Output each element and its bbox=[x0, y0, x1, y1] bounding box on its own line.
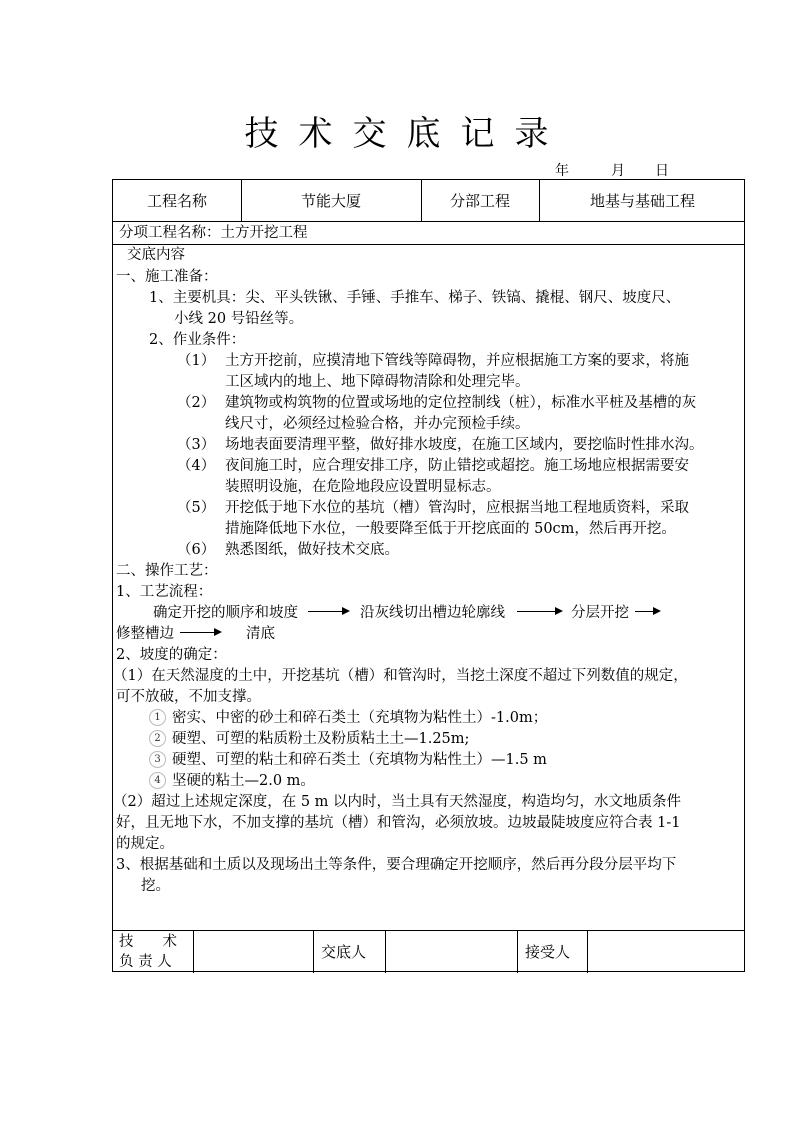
flow-line-1 bbox=[153, 602, 663, 625]
slope-item bbox=[149, 749, 547, 772]
document-title: 技术交底记录 bbox=[244, 114, 569, 154]
subitem-name: 分项工程名称：土方开挖工程 bbox=[119, 225, 308, 241]
tech-lead-label-line-1: 技 术 bbox=[119, 934, 177, 950]
tools-line-2: 小线 20 号铅丝等。 bbox=[174, 311, 304, 327]
arrow-right-icon bbox=[180, 632, 220, 633]
slope-item-text: 坚硬的粘土—2.0 m。 bbox=[172, 773, 315, 789]
condition-num: （4） bbox=[177, 458, 216, 474]
condition-text: 夜间施工时，应合理安排工序，防止错挖或超挖。施工场地应根据需要安 bbox=[225, 458, 689, 474]
slope-p1-line-2: 可不放破，不加支撑。 bbox=[116, 689, 261, 705]
division-label: 分部工程 bbox=[449, 192, 510, 210]
project-name-value: 节能大厦 bbox=[300, 192, 361, 210]
condition-text: 建筑物或构筑物的位置或场地的定位控制线（桩），标准水平桩及基槽的灰 bbox=[225, 395, 697, 411]
condition-num: （6） bbox=[177, 542, 216, 558]
section-2-title: 二、操作工艺： bbox=[116, 563, 218, 579]
flow-title: 1、工艺流程： bbox=[116, 584, 213, 600]
slope-item bbox=[149, 707, 547, 730]
flow-step: 确定开挖的顺序和坡度 bbox=[153, 605, 298, 621]
condition-num: （5） bbox=[177, 500, 216, 516]
condition-text: 措施降低地下水位，一般要降至低于开挖底面的 50cm，然后再开挖。 bbox=[225, 521, 676, 537]
conditions-title: 2、作业条件： bbox=[149, 332, 246, 348]
flow-line-2 bbox=[116, 623, 275, 646]
condition-text: 线尺寸，必须经过检验合格，并办完预检手续。 bbox=[225, 416, 530, 432]
circled-number: 4 bbox=[149, 772, 166, 789]
condition-text: 开挖低于地下水位的基坑（槽）管沟时，应根据当地工程地质资料，采取 bbox=[225, 500, 689, 516]
condition-text: 装照明设施，在危险地段应设置明显标志。 bbox=[225, 479, 501, 495]
receiver-signature[interactable] bbox=[587, 930, 746, 973]
condition-num: （3） bbox=[177, 437, 216, 453]
circled-number: 1 bbox=[149, 709, 166, 726]
slope-p2-line-2: 好，且无地下水，不加支撑的基坑（槽）和管沟，必须放坡。边坡最陡坡度应符合表 1-1 bbox=[116, 815, 681, 831]
flow-step: 沿灰线切出槽边轮廓线 bbox=[360, 605, 505, 621]
slope-item bbox=[149, 770, 315, 793]
tech-lead-signature[interactable] bbox=[193, 930, 313, 973]
circled-number: 2 bbox=[149, 730, 166, 747]
slope-item-text: 硬塑、可塑的粘土和碎石类土（充填物为粘性土）—1.5 m bbox=[172, 752, 547, 768]
arrow-right-icon bbox=[635, 611, 659, 612]
slope-p2-line-3: 的规定。 bbox=[116, 836, 174, 852]
section-1-title: 一、施工准备： bbox=[116, 269, 218, 285]
date-year: 年 bbox=[555, 163, 569, 179]
slope-title: 2、坡度的确定： bbox=[116, 647, 227, 663]
section-3-line-1: 3、根据基础和土质以及现场出土等条件，要合理确定开挖顺序，然后再分段分层平均下 bbox=[116, 857, 677, 873]
presenter-signature[interactable] bbox=[385, 930, 517, 973]
arrow-right-icon bbox=[517, 611, 561, 612]
content-heading: 交底内容 bbox=[127, 247, 185, 263]
slope-item bbox=[149, 728, 469, 751]
condition-text: 熟悉图纸，做好技术交底。 bbox=[225, 542, 399, 558]
slope-p2-line-1: （2）超过上述规定深度，在 5 m 以内时，当土具有天然湿度，构造均匀，水文地质条件 bbox=[113, 794, 682, 810]
date-month: 月 bbox=[611, 163, 625, 179]
presenter-label: 交底人 bbox=[321, 943, 367, 961]
circled-number: 3 bbox=[149, 751, 166, 768]
tools-line-1: 1、主要机具：尖、平头铁锹、手锤、手推车、梯子、铁镐、撬棍、钢尺、坡度尺、 bbox=[149, 290, 681, 306]
section-3-line-2: 挖。 bbox=[141, 878, 170, 894]
flow-step: 清底 bbox=[246, 626, 275, 642]
condition-text: 土方开挖前，应摸清地下管线等障碍物，并应根据施工方案的要求，将施 bbox=[225, 353, 689, 369]
record-table bbox=[112, 179, 745, 972]
division-value: 地基与基础工程 bbox=[589, 192, 695, 210]
flow-step: 修整槽边 bbox=[116, 626, 174, 642]
slope-item-text: 硬塑、可塑的粘质粉土及粉质粘土土—1.25m; bbox=[172, 731, 470, 747]
project-name-label: 工程名称 bbox=[146, 192, 207, 210]
condition-text: 场地表面要清理平整，做好排水坡度，在施工区域内，要挖临时性排水沟。 bbox=[225, 437, 704, 453]
receiver-label: 接受人 bbox=[525, 943, 571, 961]
condition-text: 工区域内的地上、地下障碍物清除和处理完毕。 bbox=[225, 374, 530, 390]
slope-p1-line-1: （1）在天然湿度的土中，开挖基坑（槽）和管沟时，当挖土深度不超过下列数值的规定， bbox=[113, 668, 688, 684]
date-day: 日 bbox=[655, 163, 669, 179]
arrow-right-icon bbox=[308, 611, 348, 612]
flow-step: 分层开挖 bbox=[571, 605, 629, 621]
condition-num: （2） bbox=[177, 395, 216, 411]
tech-lead-label bbox=[119, 932, 177, 972]
slope-item-text: 密实、中密的砂土和碎石类土（充填物为粘性土）-1.0m； bbox=[172, 710, 548, 726]
condition-num: （1） bbox=[177, 353, 216, 369]
date-line bbox=[555, 160, 669, 180]
tech-lead-label-line-2: 负 责 人 bbox=[119, 954, 172, 970]
